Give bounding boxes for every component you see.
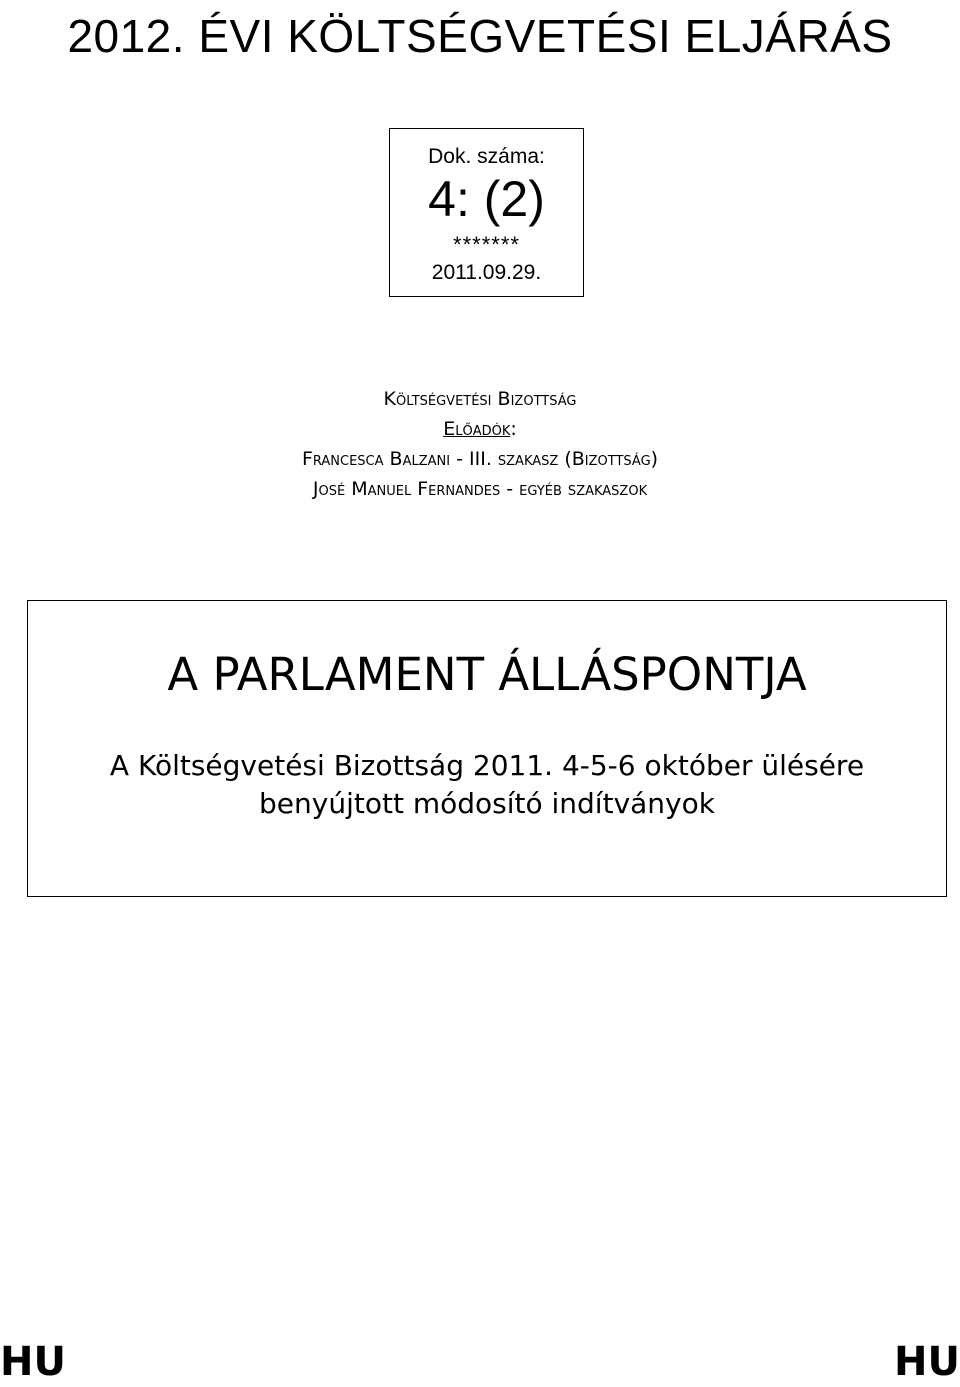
language-code-right: HU — [894, 1339, 960, 1385]
document-number-label: Dok. száma: — [428, 145, 545, 168]
document-number: 4: (2) — [428, 171, 545, 227]
committee-block — [0, 384, 960, 504]
position-subtitle-line-2: benyújtott módosító indítványok — [259, 787, 715, 820]
position-subtitle — [28, 747, 946, 823]
page-title: 2012. ÉVI KÖLTSÉGVETÉSI ELJÁRÁS — [67, 10, 893, 62]
rapporteur-2: José Manuel Fernandes - egyéb szakaszok — [312, 478, 648, 500]
rapporteur-1: Francesca Balzani - III. szakasz (Bizottság) — [301, 448, 659, 470]
rapporteurs-heading — [0, 414, 960, 444]
position-heading: A PARLAMENT ÁLLÁSPONTJA — [167, 648, 807, 701]
position-subtitle-line-1: A Költségvetési Bizottság 2011. 4-5-6 október ülésére — [109, 749, 865, 782]
document-date: 2011.09.29. — [431, 261, 542, 284]
committee-name: Költségvetési Bizottság — [383, 388, 577, 410]
position-box — [27, 600, 947, 897]
document-number-box — [389, 128, 584, 297]
rapporteurs-label: Előadók — [443, 418, 511, 440]
language-code-left: HU — [0, 1339, 66, 1385]
rapporteurs-colon: : — [510, 418, 517, 440]
document-stars: ******* — [453, 232, 520, 257]
